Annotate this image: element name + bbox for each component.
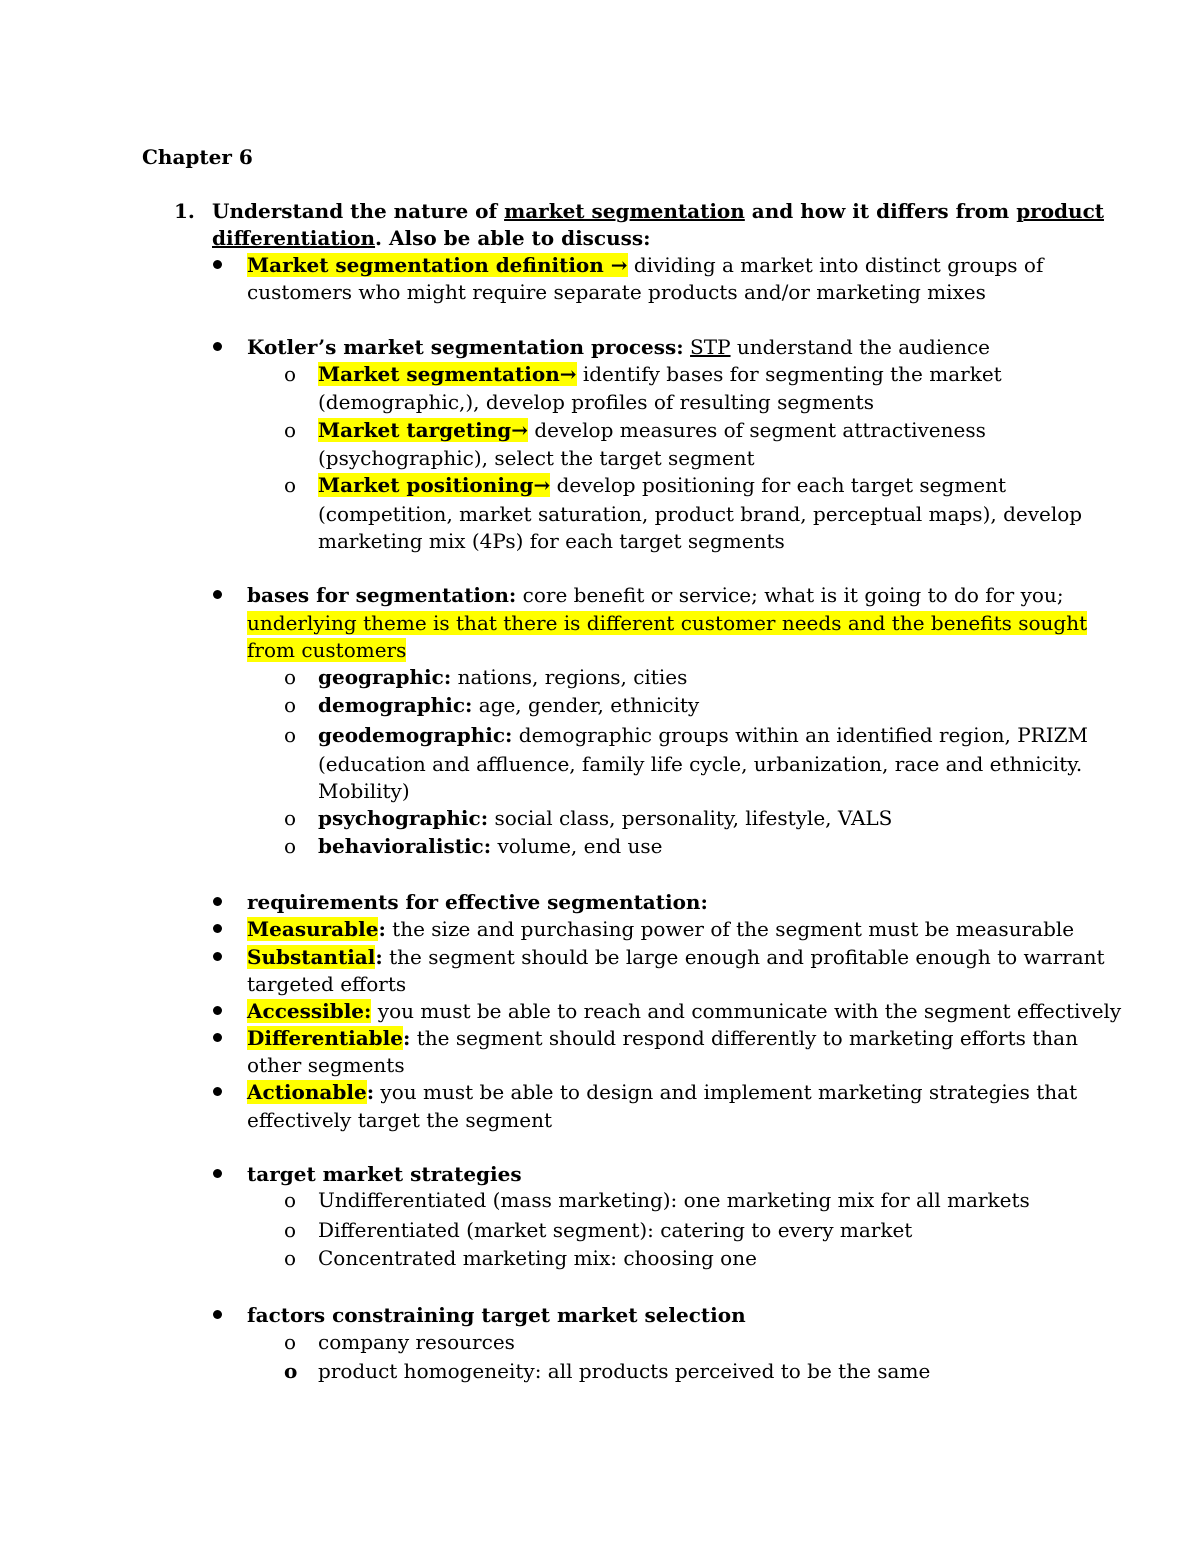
factor-company-resources: company resources <box>318 1330 515 1354</box>
kotler-sub-targeting-line2: (psychographic), select the target segment <box>318 446 755 470</box>
bullet-icon <box>213 897 222 906</box>
bullet-icon <box>213 952 222 961</box>
req-actionable-line2: effectively target the segment <box>247 1108 552 1132</box>
bullet-icon <box>213 342 222 351</box>
bullet-icon <box>213 1033 222 1042</box>
definition-line1: Market segmentation definition → dividing a market into distinct groups of <box>247 253 1044 277</box>
bases-sub-geodemographic-line3: Mobility) <box>318 779 410 803</box>
definition-line2: customers who might require separate products and/or marketing mixes <box>247 280 986 304</box>
bases-sub-geographic: geographic: nations, regions, cities <box>318 665 688 689</box>
sub-bullet-icon: o <box>284 834 297 858</box>
bullet-icon <box>213 260 222 269</box>
req-substantial-line1: Substantial: the segment should be large enough and profitable enough to warrant <box>247 945 1105 969</box>
sub-bullet-icon: o <box>284 362 297 386</box>
strategy-differentiated: Differentiated (market segment): catering to every market <box>318 1218 913 1242</box>
bases-line1: bases for segmentation: core benefit or service; what is it going to do for you; <box>247 583 1064 607</box>
bullet-icon <box>213 1006 222 1015</box>
strategy-undifferentiated: Undifferentiated (mass marketing): one marketing mix for all markets <box>318 1188 1030 1212</box>
bases-line3: from customers <box>247 638 407 662</box>
sub-bullet-icon: o <box>284 1246 297 1270</box>
chapter-title: Chapter 6 <box>142 145 253 169</box>
bullet-icon <box>213 1087 222 1096</box>
req-differentiable-line2: other segments <box>247 1053 405 1077</box>
strategy-concentrated: Concentrated marketing mix: choosing one <box>318 1246 757 1270</box>
bullet-icon <box>213 590 222 599</box>
kotler-heading: Kotler’s market segmentation process: STP understand the audience <box>247 335 990 359</box>
bases-sub-demographic: demographic: age, gender, ethnicity <box>318 693 700 717</box>
sub-bullet-icon: o <box>284 418 297 442</box>
kotler-sub-positioning-line3: marketing mix (4Ps) for each target segments <box>318 529 785 553</box>
bases-sub-psychographic: psychographic: social class, personality, lifestyle, VALS <box>318 806 893 830</box>
sub-bullet-icon: o <box>284 473 297 497</box>
strategies-heading: target market strategies <box>247 1162 522 1186</box>
kotler-sub-segmentation-line1: Market segmentation→ identify bases for segmenting the market <box>318 362 1002 386</box>
item-1-heading-line2: differentiation. Also be able to discuss: <box>212 226 651 250</box>
req-accessible: Accessible: you must be able to reach and communicate with the segment effectively <box>247 999 1122 1023</box>
sub-bullet-icon: o <box>284 1188 297 1212</box>
kotler-sub-positioning-line2: (competition, market saturation, product brand, perceptual maps), develop <box>318 502 1083 526</box>
bullet-icon <box>213 1169 222 1178</box>
factor-product-homogeneity: product homogeneity: all products perceived to be the same <box>318 1359 931 1383</box>
sub-bullet-icon: o <box>284 1218 297 1242</box>
sub-bullet-icon: o <box>284 1359 298 1383</box>
factors-heading: factors constraining target market selection <box>247 1303 746 1327</box>
req-actionable-line1: Actionable: you must be able to design and implement marketing strategies that <box>247 1080 1078 1104</box>
req-measurable: Measurable: the size and purchasing power of the segment must be measurable <box>247 917 1075 941</box>
kotler-sub-segmentation-line2: (demographic,), develop profiles of resulting segments <box>318 390 874 414</box>
sub-bullet-icon: o <box>284 693 297 717</box>
item-1-number: 1. <box>174 199 195 223</box>
bullet-icon <box>213 1310 222 1319</box>
bases-line2: underlying theme is that there is different customer needs and the benefits sought <box>247 611 1088 635</box>
req-differentiable-line1: Differentiable: the segment should respond differently to marketing efforts than <box>247 1026 1078 1050</box>
sub-bullet-icon: o <box>284 665 297 689</box>
requirements-heading: requirements for effective segmentation: <box>247 890 708 914</box>
bases-sub-behavioralistic: behavioralistic: volume, end use <box>318 834 663 858</box>
sub-bullet-icon: o <box>284 1330 297 1354</box>
item-1-heading-line1: Understand the nature of market segmentation and how it differs from product <box>212 199 1104 223</box>
bases-sub-geodemographic-line2: (education and affluence, family life cycle, urbanization, race and ethnicity. <box>318 752 1083 776</box>
req-substantial-line2: targeted efforts <box>247 972 407 996</box>
bases-sub-geodemographic-line1: geodemographic: demographic groups within an identified region, PRIZM <box>318 723 1089 747</box>
sub-bullet-icon: o <box>284 723 297 747</box>
kotler-sub-targeting-line1: Market targeting→ develop measures of segment attractiveness <box>318 418 986 442</box>
kotler-sub-positioning-line1: Market positioning→ develop positioning for each target segment <box>318 473 1006 497</box>
bullet-icon <box>213 924 222 933</box>
sub-bullet-icon: o <box>284 806 297 830</box>
